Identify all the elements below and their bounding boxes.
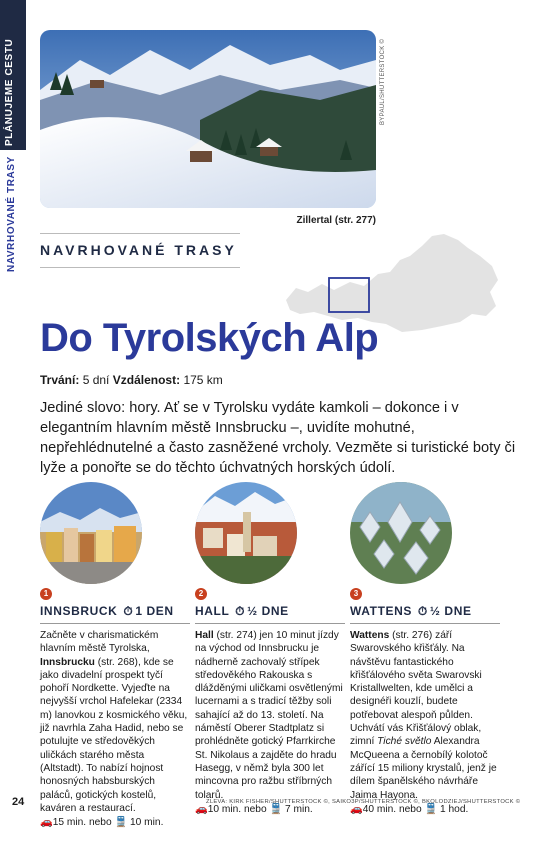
clock-icon: ⏱ [235,604,246,618]
stop-duration: ½ DNE [247,604,289,618]
duration-value: 5 dní [82,373,110,387]
travel-time: 🚗10 min. nebo 🚆 7 min. [195,803,313,815]
stop-hall [195,482,345,815]
duration-label: Trvání: [40,373,80,387]
stop-heading [195,604,345,624]
car-icon: 🚗 [350,803,363,815]
train-icon: 🚆 [114,817,128,829]
stop-number-badge: 2 [195,588,207,600]
train-icon: 🚆 [424,803,438,815]
stop-heading [350,604,500,624]
clock-icon: ⏱ [417,604,428,618]
intro-paragraph: Jediné slovo: hory. Ať se v Tyrolsku vydáte kamkoli – dokonce i v elegantním hlavním městě Innsbrucku –, uvidíte mohutné, nepřehlédnutelné a často zasněžené vrcholy. Vezměte si turistické boty či lyže a ponořte se do těchto úchvatných horských údolí. [40,400,516,476]
stop-description: Hall (str. 274) jen 10 minut jízdy na východ od Innsbrucku je nádherně zachovalý střípek středověkého Rakouska s dlážděnými uličkami osvětlenými lucernami a s tradicí těžby soli sahající až do 13. století. Na náměstí Oberer Stadtplatz si prohlédněte gotický Pfarrkirche St. Nikolaus a zajděte do hradu Hasegg, v němž byla 300 let mincovna pro ražbu stříbrných tolarů. [195,630,343,801]
side-strip [0,0,26,841]
side-tab-planning [0,0,26,150]
wattens-photo [350,482,452,584]
stop-description: Wattens (str. 276) září Swarovského křišťály. Na návštěvu fantastického křišťálového světa Swarovski Kristallwelten, kde umělci a designéři kouzlí, budete potřebovat alespoň půlden. Uchvátí vás Křišťálový oblak, zimní Tiché světlo Alexandra McQueena a černobílý kolotoč zářící 15 miliony krystalů, jenž je dílem španělského návrháře Jaima Hayona. [350,630,497,801]
stop-number-badge: 1 [40,588,52,600]
stop-name: INNSBRUCK [40,604,118,618]
page-title: Do Tyrolských Alp [40,316,379,360]
zillertal-landscape-image [40,30,376,208]
stop-duration: 1 DEN [135,604,174,618]
hero-caption: Zillertal (str. 277) [296,215,376,226]
hall-photo [195,482,297,584]
distance-value: 175 km [183,373,223,387]
stop-description: Začněte v charismatickém hlavním městě Tyrolska, Innsbrucku (str. 268), kde se jako divadelní prospekt tyčí pohoří Nordkette. Vyjeďte na nejvyšší vrchol Hafelekar (2334 m) lanovkou z kosmického věku, již navrhla Zaha Hadid, nebo se potulujte ve středověkých uličkách starého města (Altstadt). To nabízí hojnost honosných habsburských paláců, gotických kostelů, kaváren a restaurací. [40,630,188,814]
train-icon: 🚆 [269,803,283,815]
hero-photo-credit: BYPAUL/SHUTTERSTOCK © [380,38,386,125]
footer-photo-credits: ZLEVA: KIRK FISHER/SHUTTERSTOCK ©, SAIKO3P/SHUTTERSTOCK ©, BKOLODZIEJ/SHUTTERSTOCK © [206,799,521,805]
page-number: 24 [12,796,25,808]
stop-name: WATTENS [350,604,412,618]
stop-innsbruck [40,482,190,828]
stop-heading [40,604,190,624]
side-bottom-label: NAVRHOVANÉ TRASY [6,156,17,272]
car-icon: 🚗 [195,803,208,815]
innsbruck-photo [40,482,142,584]
stop-name: HALL [195,604,230,618]
clock-icon: ⏱ [123,604,134,618]
travel-time: 🚗40 min. nebo 🚆 1 hod. [350,803,469,815]
side-top-label: PLÁNUJEME CESTU [4,38,15,146]
stop-duration: ½ DNE [429,604,472,618]
stop-wattens [350,482,500,815]
car-icon: 🚗 [40,817,53,829]
section-title: NAVRHOVANÉ TRASY [40,233,240,268]
stop-number-badge: 3 [350,588,362,600]
travel-time: 🚗15 min. nebo 🚆 10 min. [40,817,164,829]
route-meta [40,373,223,387]
distance-label: Vzdálenost: [112,373,181,387]
hero-photo [40,30,376,208]
